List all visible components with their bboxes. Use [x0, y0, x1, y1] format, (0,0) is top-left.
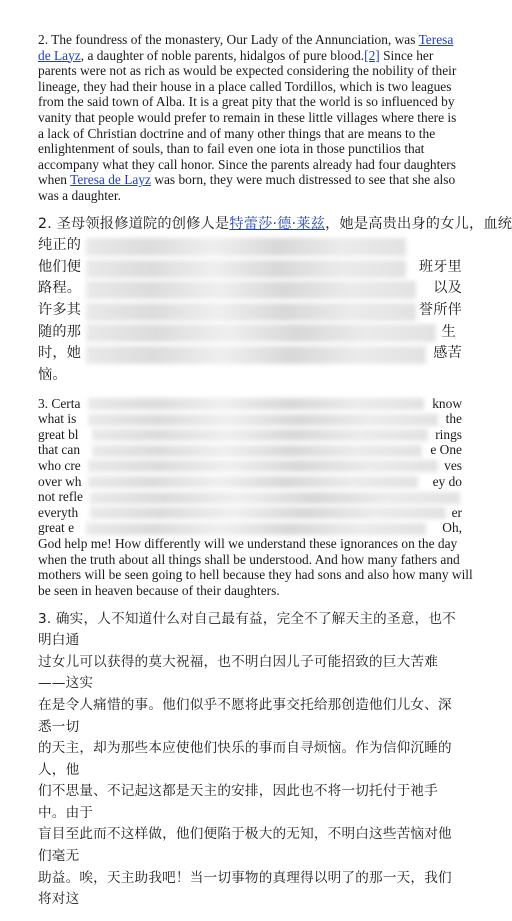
zh-line-start: 许多其 [38, 301, 82, 318]
zh-line-end: 誉所伴 [418, 301, 462, 318]
redacted-region [88, 460, 438, 472]
teresa-de-layz-link[interactable]: Teresa de Layz [70, 172, 151, 188]
zh-line-end: 班牙里 [418, 258, 462, 275]
redacted-region [86, 281, 416, 299]
en-line-start: what is [38, 411, 77, 427]
redacted-region [86, 303, 416, 321]
en-line-end: ves [444, 457, 462, 473]
zh-line-end: 感苦 [433, 345, 462, 362]
zh-line-start: 随的那 [38, 323, 82, 340]
en-line-end: know [432, 395, 462, 411]
zh-line: 在是令人痛惜的事。他们似乎不愿将此事交托给那创造他们儿女、深悉一切 [38, 696, 452, 735]
zh-line: 盲目至此而不这样做，他们便陷于极大的无知，不明白这些苦恼对他们毫无 [38, 826, 452, 865]
zh-line: 助益。唉，天主助我吧！当一切事物的真理得以明了的那一天，我们将对这 [38, 869, 452, 908]
en-line-start: over wh [38, 473, 82, 489]
en-line-start: 3. Certa [38, 395, 81, 411]
redacted-region [88, 414, 438, 426]
zh-line-end: 以及 [433, 280, 462, 297]
paragraph-text: Since her parents were not as rich as would be expected considering the nobility of their lineage, they had their house in a place called Tordillos, which is two leagues from the said town of Alba. It is a great pity that the world is so influenced by vanity that people would prefer to remain in these little villages where there is a lack of Christian doctrine and of many other things that are means to the enlightenment of souls, than to fail even one iota in those punctilios that accompany what they call honor. Since the parents already had four daughters when [38, 47, 457, 188]
zh-line-start: 纯正的 [38, 237, 82, 254]
zh-line: 过女儿可以获得的莫大祝福，也不明白因儿子可能招致的巨大苦难——这实 [38, 653, 439, 692]
paragraph-2-english [38, 32, 462, 204]
zh-line: 们不思量、不记起这都是天主的安排，因此也不将一切托付于祂手中。由于 [38, 783, 439, 821]
paragraph-3-english [38, 395, 473, 599]
en-line-end: ey do [432, 473, 462, 489]
redacted-region [86, 523, 426, 535]
footnote-link[interactable]: [2] [364, 47, 380, 63]
en-line-end: e One [430, 442, 462, 458]
redacted-region [86, 238, 406, 256]
en-line-end: rings [435, 426, 462, 442]
en-line-start: everyth [38, 504, 79, 520]
paragraph-text: 2. 圣母领报修道院的创修人是 [38, 215, 230, 232]
redacted-region [86, 260, 406, 278]
redacted-region [86, 324, 436, 342]
redacted-region [92, 429, 428, 441]
paragraph-text: , a daughter of noble parents, hidalgos of pure blood. [80, 47, 365, 63]
document-page [38, 32, 512, 921]
en-line-start: not refle [38, 489, 83, 505]
zh-line-start: 恼。 [38, 366, 67, 383]
zh-line-start: 时，她 [38, 345, 82, 362]
zh-line-start: 路程。 [38, 280, 82, 297]
en-line: when the truth about all things shall be understood. And how many fathers and [38, 551, 460, 567]
redacted-region [90, 492, 460, 504]
en-line-end: Oh, [442, 520, 462, 536]
teresa-de-layz-link[interactable]: Teresa de Layz [38, 32, 454, 63]
zh-line-end: 生 [441, 323, 456, 340]
redacted-region [88, 476, 418, 488]
zh-line [38, 214, 512, 236]
paragraph-text: 2. The foundress of the monastery, Our Lady of the Annunciation, was [38, 32, 419, 47]
paragraph-text: ，她是高贵出身的女儿，血统 [325, 215, 512, 232]
redacted-region [90, 507, 446, 519]
zh-line: 的天主，却为那些本应使他们快乐的事而自寻烦恼。作为信仰沉睡的人，他 [38, 740, 452, 778]
zh-line: 3. 确实，人不知道什么对自己最有益，完全不了解天主的圣意，也不明白通 [38, 610, 456, 649]
en-line: God help me! How differently will we understand these ignorances on the day [38, 535, 458, 551]
teresa-de-layz-zh-link[interactable]: 特蕾莎·德·莱兹 [229, 215, 326, 232]
en-line-start: who cre [38, 457, 81, 473]
paragraph-text: was born, they were much distressed to see that she also was a daughter. [38, 172, 456, 203]
en-line: be seen in heaven because of their daughters. [38, 582, 280, 598]
en-line: mothers will be seen going to hell because they had sons and also how many will [38, 567, 473, 583]
paragraph-3-chinese [38, 609, 462, 911]
zh-line-start: 他们便 [38, 258, 82, 275]
en-line-end: er [451, 504, 462, 520]
en-line-start: great e [38, 520, 75, 536]
redacted-region [86, 346, 426, 364]
en-line-start: great bl [38, 426, 79, 442]
en-line-start: that can [38, 442, 81, 458]
redacted-region [92, 445, 422, 457]
redacted-region [88, 398, 424, 410]
paragraph-2-chinese [38, 214, 512, 386]
en-line-end: the [445, 411, 462, 427]
